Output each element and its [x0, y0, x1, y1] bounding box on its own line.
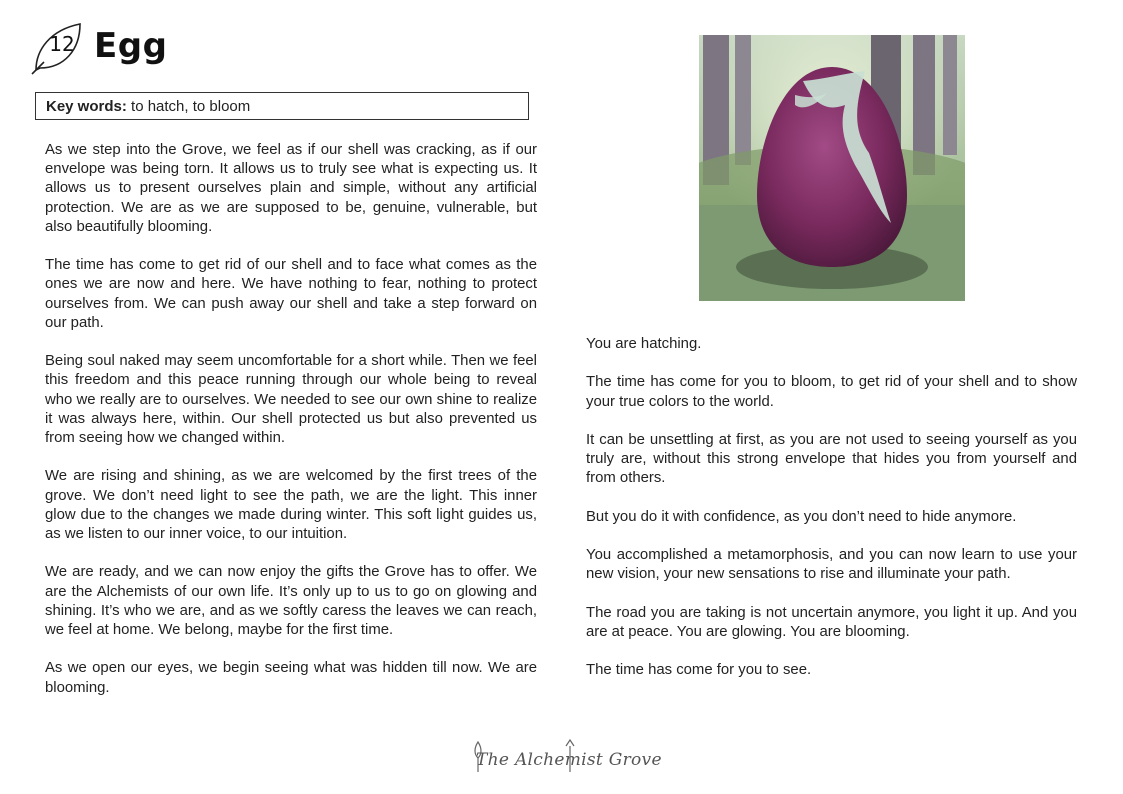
right-paragraph: The road you are taking is not uncertain anymore, you light it up. And you are at peace. You are glowing. You are blooming. [586, 604, 1077, 640]
keywords-label: Key words: [46, 98, 127, 115]
left-paragraph: Being soul naked may seem uncomfortable for a short while. Then we feel this freedom and this peace running through our whole being to reveal who we really are to ourselves. We needed to see our own shine to realize it was always here, within. Our shell protected us but also prevented us from seeing how we changed within. [45, 353, 537, 447]
logo-text: The Alchemist Grove [476, 750, 662, 770]
left-paragraph: As we open our eyes, we begin seeing what was hidden till now. We are blooming. [45, 660, 537, 696]
left-paragraph: As we step into the Grove, we feel as if our shell was cracking, as if our envelope was being torn. It allows us to truly see what is expecting us. It allows us to present ourselves plain and simple, without any artificial protection. We are as we are supposed to be, genuine, vulnerable, but also beautifully blooming. [45, 142, 537, 235]
left-paragraph: We are rising and shining, as we are welcomed by the first trees of the grove. We don’t need light to see the path, we are the light. This inner glow due to the changes we made during winter. This soft light guides us, as we listen to our inner voice, to our intuition. [45, 468, 537, 543]
left-text-column [45, 141, 537, 717]
right-paragraph: You accomplished a metamorphosis, and you can now learn to use your new vision, your new sensations to rise and illuminate your path. [586, 547, 1077, 583]
right-paragraph: You are hatching. [586, 336, 702, 352]
right-paragraph: The time has come for you to see. [586, 662, 812, 679]
keywords-box [35, 92, 529, 120]
page-title: Egg [94, 26, 168, 66]
keywords-value: to hatch, to bloom [126, 98, 251, 115]
right-paragraph: The time has come for you to bloom, to get rid of your shell and to show your true colors to the world. [586, 374, 1077, 410]
right-text-column [586, 335, 1077, 700]
right-paragraph: But you do it with confidence, as you don’t need to hide anymore. [586, 508, 1017, 525]
left-paragraph: We are ready, and we can now enjoy the gifts the Grove has to offer. We are the Alchemists of our own life. It’s only up to us to go on glowing and shining. It’s who we are, and as we softly caress the leaves we can reach, we feel at home. We belong, maybe for the first time. [45, 564, 537, 639]
right-paragraph: It can be unsettling at first, as you are not used to seeing yourself as you truly are, without this strong envelope that hides you from yourself and from others. [586, 431, 1077, 487]
egg-illustration [699, 35, 965, 301]
card-number: 12 [49, 32, 75, 56]
left-paragraph: The time has come to get rid of our shell and to face what comes as the ones we are now and here. We have nothing to fear, nothing to protect ourselves from. We can push away our shell and take a step forward on our path. [45, 257, 537, 331]
